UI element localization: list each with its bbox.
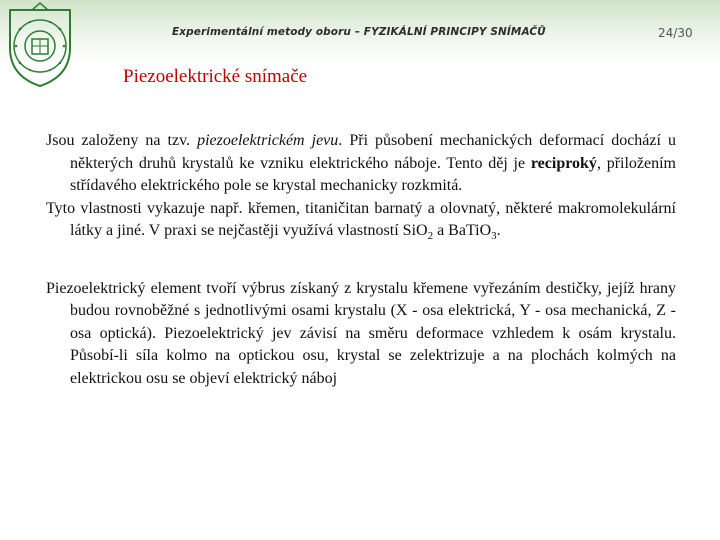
university-seal-icon [4,2,76,88]
paragraph-crystal-element: Piezoelektrický element tvoří výbrus získaný z krystalu křemene vyřezáním destičky, jejíž hrany budou rovnoběžné s jednotlivými osami krystalu (X - osa elektrická, Y - osa mechanická, Z - osa optická). Piezoelektrický jev závisí na směru deformace vzhledem k osám krystalu. Působí-li síla kolmo na optickou osu, krystal se zelektrizuje a na plochách kolmých na elektrickou osu se objeví elektrický náboj [46,279,676,387]
text-run: Jsou založeny na tzv. [46,132,198,149]
page-number: 24/30 [658,26,693,40]
text-run: a BaTiO [433,222,492,239]
text-run: . Při působení mechanických deformací dochází u některých druhů krystalů ke vzniku elektrického náboje. Tento děj je [70,132,676,172]
slide-body [46,130,676,390]
presentation-title: Experimentální metody oboru – FYZIKÁLNÍ PRINCIPY SNÍMAČŮ [172,26,546,38]
text-run: . [496,222,501,239]
italic-term: piezoelektrickém jevu [197,132,339,149]
bold-term: reciproký [530,154,597,172]
paragraph-piezo-effect [46,130,676,198]
subscript: 3 [491,230,497,243]
text-run: Tyto vlastnosti vykazuje např. křemen, titaničitan barnatý a olovnatý, některé makromolekulární látky a jiné. V praxi se nejčastěji využívá vlastností SiO [46,199,676,239]
slide-heading: Piezoelektrické snímače [123,66,308,87]
paragraph-materials [46,198,676,243]
text-run: , přiložením střídavého elektrického pole se krystal mechanicky rozkmitá. [70,154,677,194]
subscript: 2 [427,230,434,243]
